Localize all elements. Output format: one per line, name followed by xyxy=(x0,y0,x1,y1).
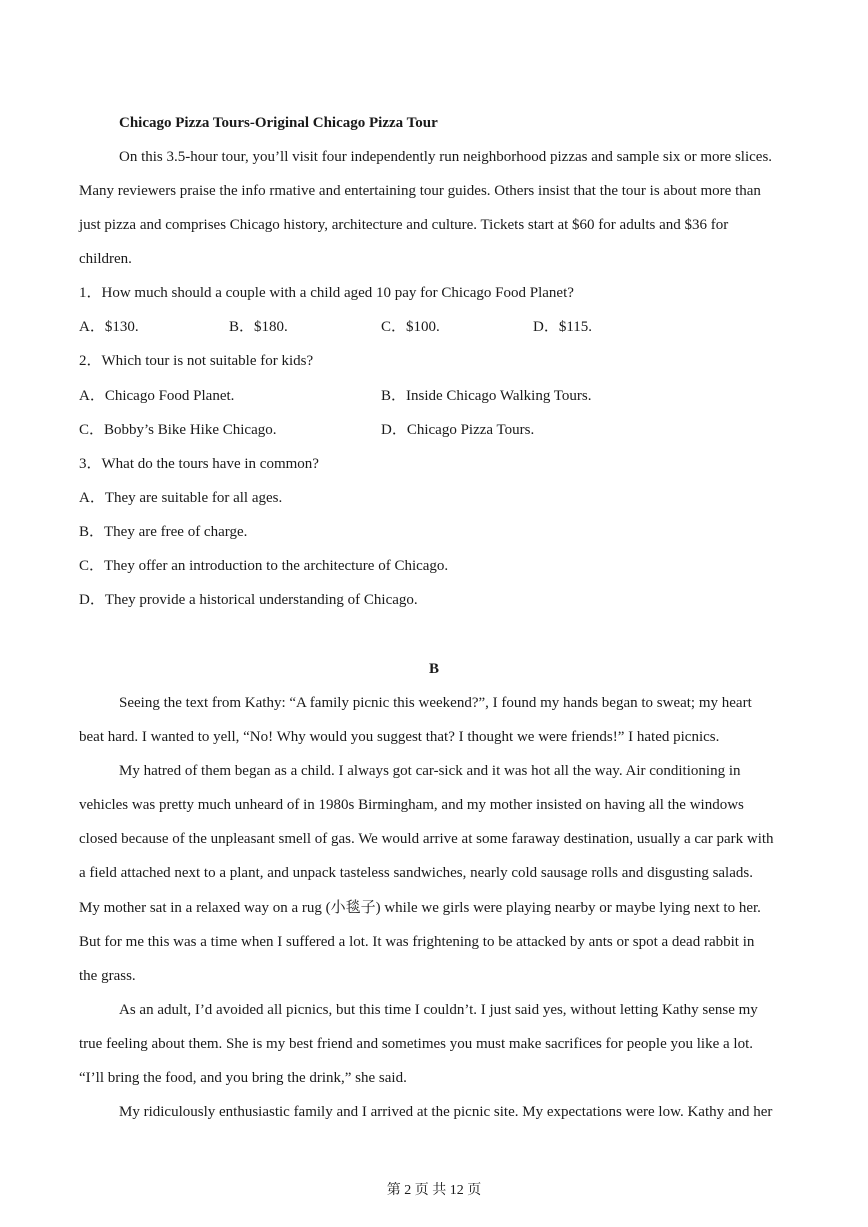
paragraph-line: But for me this was a time when I suffered a lot. It was frightening to be attacked by ants or spot a dead rabbit in xyxy=(79,934,755,950)
question-2-option-b: B．Inside Chicago Walking Tours. xyxy=(381,388,592,404)
question-2-option-d: D．Chicago Pizza Tours. xyxy=(381,422,535,438)
paragraph-line: closed because of the unpleasant smell of gas. We would arrive at some faraway destination, usually a car park with xyxy=(79,831,774,847)
question-1-option-d: D．$115. xyxy=(533,319,593,335)
paragraph-line: true feeling about them. She is my best friend and sometimes you must make sacrifices for people you like a lot. xyxy=(79,1036,753,1052)
paragraph-line: Many reviewers praise the info rmative and entertaining tour guides. Others insist that the tour is about more than xyxy=(79,183,761,199)
question-1-option-c: C．$100. xyxy=(381,319,440,335)
paragraph-line: As an adult, I’d avoided all picnics, but this time I couldn’t. I just said yes, without letting Kathy sense my xyxy=(119,1002,758,1018)
question-3-option-c: C．They offer an introduction to the architecture of Chicago. xyxy=(79,558,449,574)
paragraph-line: beat hard. I wanted to yell, “No! Why would you suggest that? I thought we were friends!” I hated picnics. xyxy=(79,729,720,745)
question-3-option-d: D．They provide a historical understanding of Chicago. xyxy=(79,592,418,608)
paragraph-line: vehicles was pretty much unheard of in 1980s Birmingham, and my mother insisted on having all the windows xyxy=(79,797,744,813)
paragraph-line: My ridiculously enthusiastic family and I arrived at the picnic site. My expectations were low. Kathy and her xyxy=(119,1104,773,1120)
question-1-option-a: A．$130. xyxy=(79,319,139,335)
question-2-stem: 2．Which tour is not suitable for kids? xyxy=(79,353,314,369)
question-3-option-b: B．They are free of charge. xyxy=(79,524,248,540)
paragraph-line: just pizza and comprises Chicago history, architecture and culture. Tickets start at $60 for adults and $36 for xyxy=(79,217,729,233)
question-1-stem: 1．How much should a couple with a child aged 10 pay for Chicago Food Planet? xyxy=(79,285,574,301)
question-2-option-a: A．Chicago Food Planet. xyxy=(79,388,235,404)
question-3-stem: 3．What do the tours have in common? xyxy=(79,456,319,472)
paragraph-line: the grass. xyxy=(79,968,136,984)
section-a-title: Chicago Pizza Tours-Original Chicago Pizza Tour xyxy=(119,115,438,131)
paragraph-line: children. xyxy=(79,251,132,267)
paragraph-line: On this 3.5-hour tour, you’ll visit four independently run neighborhood pizzas and sample six or more slices. xyxy=(119,149,773,165)
question-3-option-a: A．They are suitable for all ages. xyxy=(79,490,283,506)
paragraph-line: Seeing the text from Kathy: “A family picnic this weekend?”, I found my hands began to sweat; my heart xyxy=(119,695,752,711)
section-b-heading: B xyxy=(428,661,439,677)
paragraph-line: “I’ll bring the food, and you bring the drink,” she said. xyxy=(79,1070,407,1086)
paragraph-line: a field attached next to a plant, and unpack tasteless sandwiches, nearly cold sausage rolls and disgusting salads. xyxy=(79,865,753,881)
paragraph-line: My hatred of them began as a child. I always got car-sick and it was hot all the way. Air conditioning in xyxy=(119,763,741,779)
question-2-option-c: C．Bobby’s Bike Hike Chicago. xyxy=(79,422,277,438)
question-1-option-b: B．$180. xyxy=(229,319,288,335)
page-footer: 第 2 页 共 12 页 xyxy=(386,1183,482,1198)
paragraph-line: My mother sat in a relaxed way on a rug (小毯子) while we girls were playing nearby or maybe lying next to her. xyxy=(79,900,761,916)
